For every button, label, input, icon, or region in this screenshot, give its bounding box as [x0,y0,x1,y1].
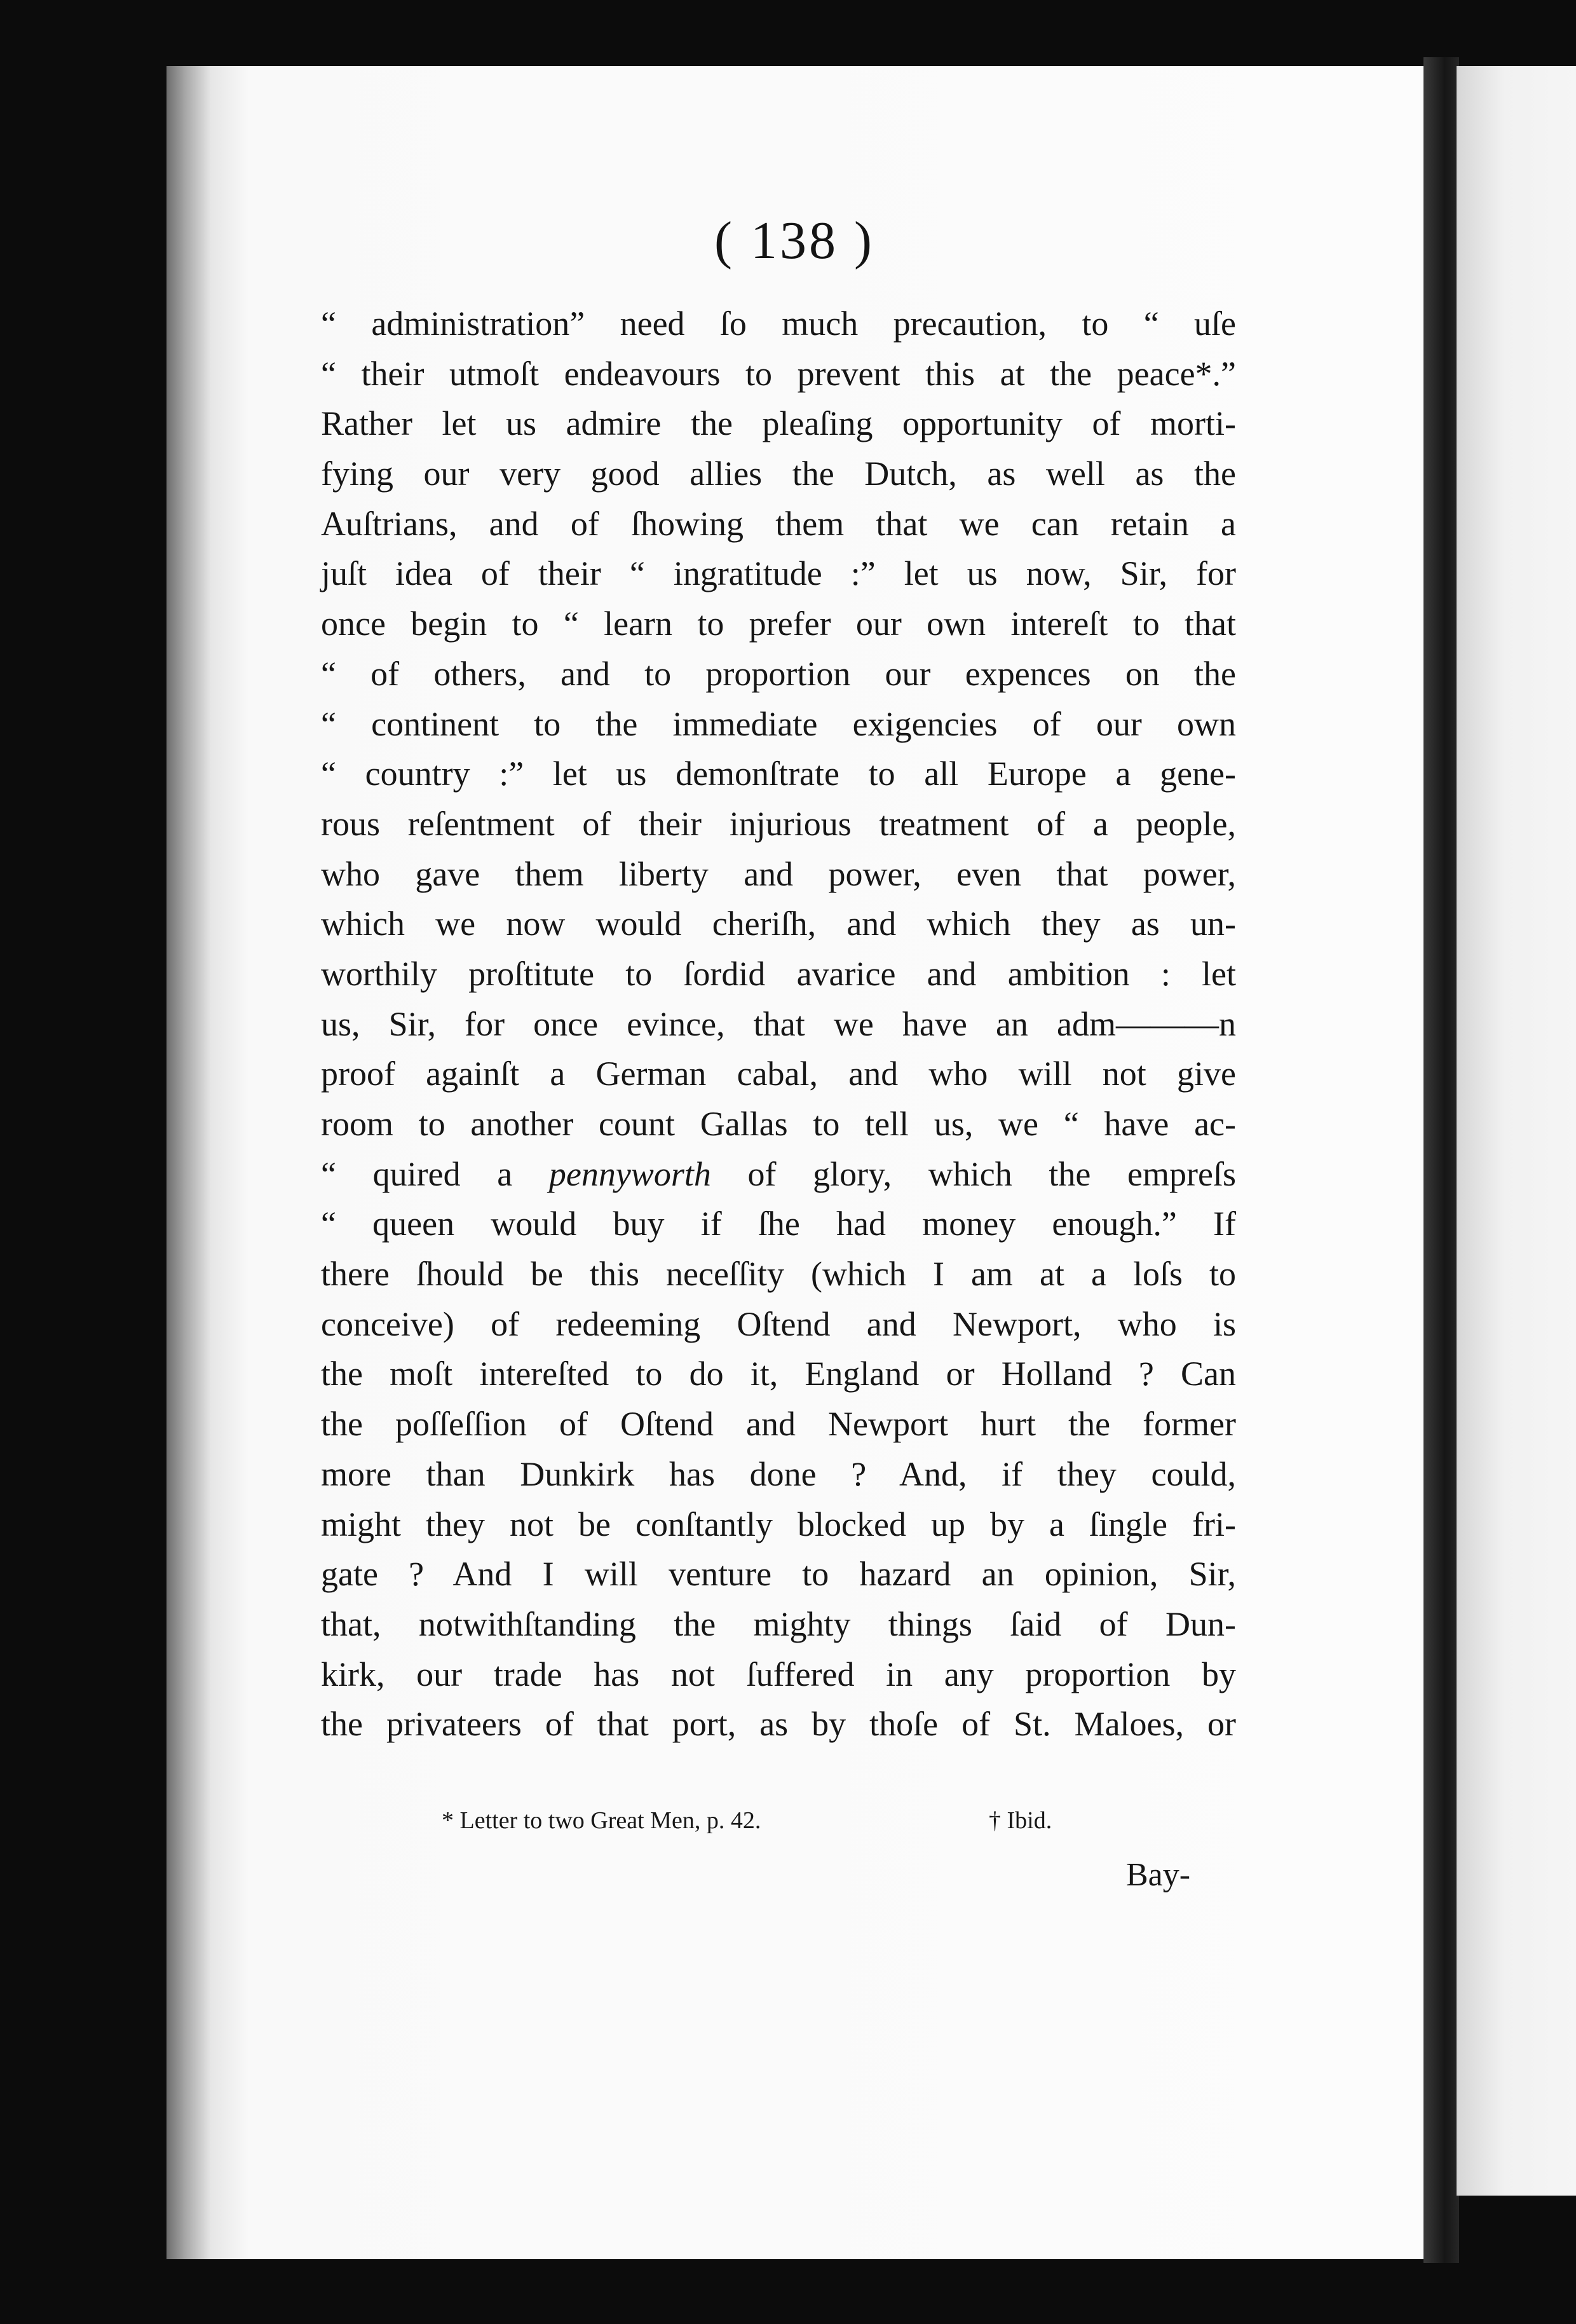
text-line: “ country :” let us demonſtrate to all Europe a gene- [321,755,1236,793]
text-line: conceive) of redeeming Oſtend and Newport, who is [321,1304,1236,1343]
footnote-dagger: † Ibid. [989,1807,1052,1834]
page-number: ( 138 ) [714,211,874,270]
text-line: that, notwithſtanding the mighty things ſaid of Dun- [321,1604,1236,1643]
footnote-star: * Letter to two Great Men, p. 42. [442,1807,761,1834]
text-line: room to another count Gallas to tell us, we “ have ac- [321,1105,1236,1143]
text-line: gate ? And I will venture to hazard an opinion, Sir, [321,1555,1236,1594]
text-line: the poſſeſſion of Oſtend and Newport hurt the former [321,1405,1236,1444]
text-line: “ continent to the immediate exigencies of our own [321,704,1236,743]
text-line: “ queen would buy if ſhe had money enough.” If [321,1205,1236,1243]
catchword: Bay- [1126,1857,1191,1893]
text-line: us, Sir, for once evince, that we have an adm———n [321,1004,1236,1043]
text-line: once begin to “ learn to prefer our own intereſt to that [321,605,1236,643]
text-line: Auſtrians, and of ſhowing them that we can retain a [321,504,1236,543]
text-line: more than Dunkirk has done ? And, if they could, [321,1454,1236,1493]
text-line: “ quired a pennyworth of glory, which the empreſs [321,1154,1236,1193]
text-line: rous reſentment of their injurious treatment of a people, [321,804,1236,843]
body-text [321,299,1236,1749]
book-gutter [1423,57,1459,2263]
text-line: kirk, our trade has not ſuffered in any proportion by [321,1655,1236,1693]
text-line: “ their utmoſt endeavours to prevent this at the peace*.” [321,354,1236,393]
text-line: who gave them liberty and power, even that power, [321,854,1236,893]
text-line: might they not be conſtantly blocked up by a ſingle fri- [321,1505,1236,1543]
text-line: juſt idea of their “ ingratitude :” let us now, Sir, for [321,554,1236,593]
text-line: Rather let us admire the pleaſing opportunity of morti- [321,404,1236,443]
text-line: fying our very good allies the Dutch, as well as the [321,455,1236,493]
text-line: the moſt intereſted to do it, England or Holland ? Can [321,1355,1236,1393]
text-line: proof againſt a German cabal, and who will not give [321,1055,1236,1093]
text-line: worthily proſtitute to ſordid avarice and ambition : let [321,954,1236,993]
text-line: the privateers of that port, as by thoſe of St. Maloes, or [321,1705,1236,1744]
text-line: which we now would cheriſh, and which they as un- [321,905,1236,943]
italic-word: pennyworth [548,1154,711,1193]
text-line: “ of others, and to proportion our expences on the [321,654,1236,693]
text-line: there ſhould be this neceſſity (which I am at a loſs to [321,1255,1236,1294]
facing-page-edge [1457,66,1576,2196]
text-line: “ administration” need ſo much precaution, to “ uſe [321,304,1236,343]
